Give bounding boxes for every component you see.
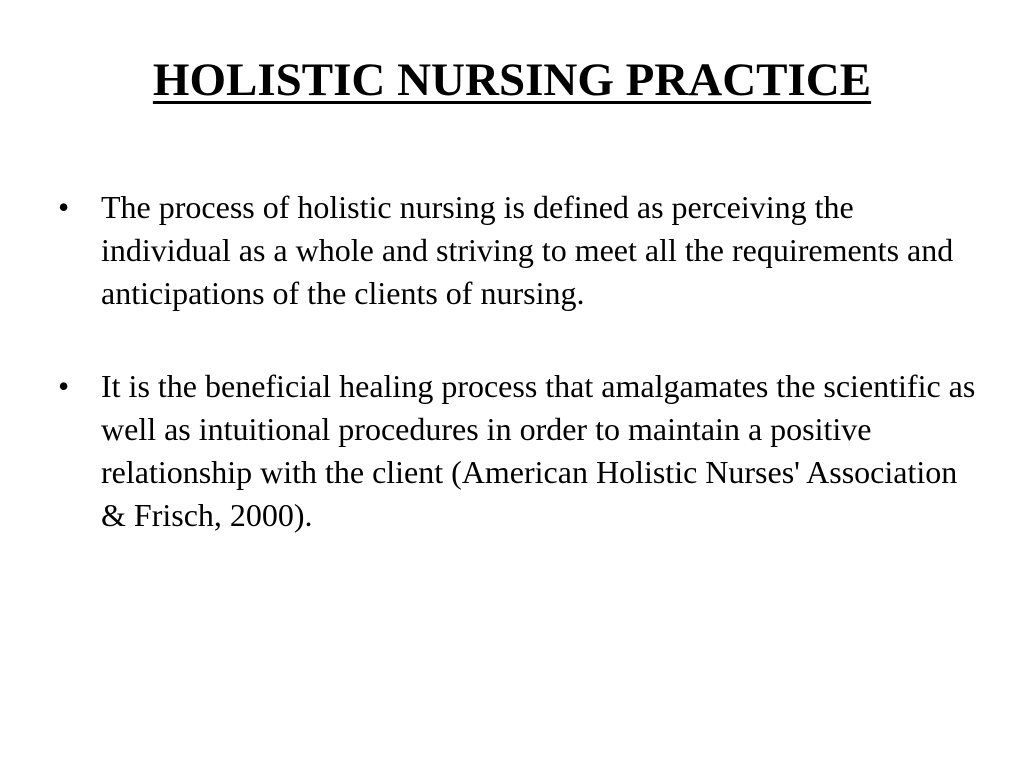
bullet-item — [58, 186, 978, 315]
bullet-list — [58, 186, 978, 587]
bullet-text: It is the beneficial healing process that amalgamates the scientific as well as intuitional procedures in order to maintain a positive relationship with the client (American Holistic Nurses' Association & Frisch, 2000). — [101, 368, 976, 533]
bullet-dot-icon: • — [58, 189, 70, 225]
bullet-item — [58, 365, 978, 537]
bullet-dot-icon: • — [58, 368, 70, 404]
slide-title: HOLISTIC NURSING PRACTICE — [152, 54, 872, 106]
bullet-text: The process of holistic nursing is defined as perceiving the individual as a whole and striving to meet all the requirements and anticipations of the clients of nursing. — [101, 189, 954, 311]
